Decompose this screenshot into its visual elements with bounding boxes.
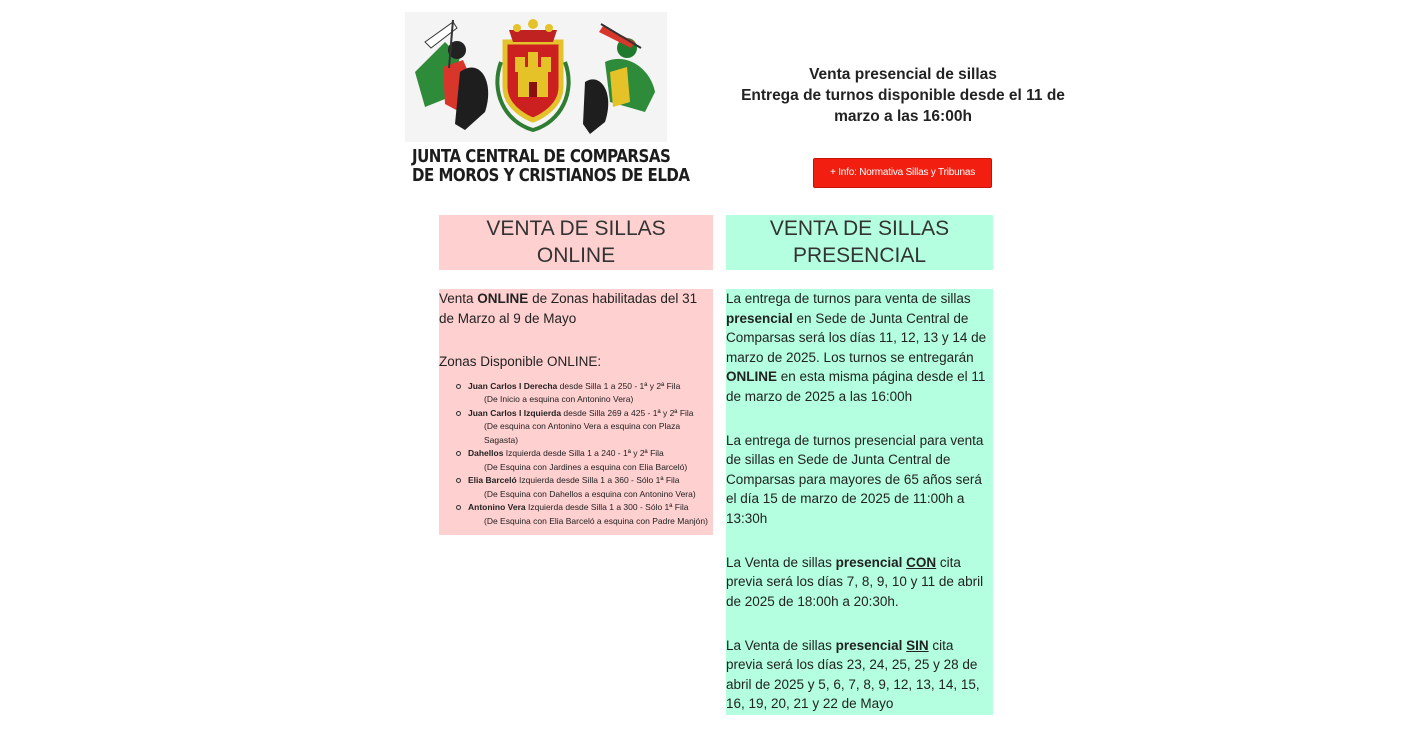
zone-detail: desde Silla 269 a 425 - 1ª y 2ª Fila: [561, 407, 694, 418]
p3-text-d: cita previa será los días 7, 8, 9, 10 y 11 de abril de 2025 de 18:00h a 20:30h.: [726, 554, 984, 609]
p1-bold-online: ONLINE: [726, 369, 778, 384]
info-normativa-button[interactable]: + Info: Normativa Sillas y Tribunas: [813, 158, 992, 188]
p1-text-c: en Sede de Junta Central de Comparsas será los días 11, 12, 13 y 14 de marzo de 2025. Los turnos se entregarán: [726, 310, 987, 365]
p4-bold-presencial: presencial: [835, 637, 903, 653]
presencial-paragraph-turnos: [726, 289, 993, 406]
zone-name: Juan Carlos I Izquierda: [468, 407, 562, 418]
zone-detail: Izquierda desde Silla 1 a 360 - Sólo 1ª Fila: [516, 475, 680, 485]
zone-name: Elia Barceló: [468, 475, 517, 485]
online-intro-pre: Venta: [439, 291, 478, 306]
zone-detail: Izquierda desde Silla 1 a 240 - 1ª y 2ª Fila: [503, 448, 664, 458]
announcement-line-2: Entrega de turnos disponible desde el 11 de: [741, 87, 1065, 104]
sales-announcement: [728, 64, 1078, 127]
presencial-sales-panel: [726, 289, 993, 715]
zone-detail: desde Silla 1 a 250 - 1ª y 2ª Fila: [557, 380, 681, 391]
announcement-line-3: marzo a las 16:00h: [834, 108, 972, 125]
logo-wordmark: [412, 147, 690, 186]
p3-text-a: La Venta de sillas: [726, 554, 836, 570]
online-sales-panel: [439, 289, 713, 535]
zone-subtext: (De Inicio a esquina con Antonino Vera): [484, 394, 634, 404]
p3-bold-presencial: presencial: [835, 554, 903, 570]
p4-bold-sin: SIN: [906, 637, 929, 653]
zone-subtext: (De Esquina con Jardines a esquina con Elia Barceló): [484, 461, 688, 472]
zone-name: Dahellos: [468, 448, 504, 458]
p3-bold-con: CON: [906, 554, 937, 570]
online-intro: [439, 289, 713, 328]
zone-name: Juan Carlos I Derecha: [468, 380, 558, 391]
p4-text-a: La Venta de sillas: [726, 637, 836, 653]
list-item: [468, 474, 713, 501]
list-item: [468, 447, 713, 474]
online-sales-heading: [439, 215, 713, 270]
announcement-line-1: Venta presencial de sillas: [809, 66, 997, 83]
zone-subtext: (De Esquina con Dahellos a esquina con Antonino Vera): [484, 488, 696, 499]
p1-text-e: en esta misma página desde el 11 de marzo de 2025 a las 16:00h: [726, 369, 986, 404]
presencial-paragraph-mayores: La entrega de turnos presencial para venta de sillas en Sede de Junta Central de Comparsas para mayores de 65 años será el día 15 de marzo de 2025 de 11:00h a 13:30h: [726, 432, 984, 526]
online-intro-bold: ONLINE: [477, 291, 529, 306]
logo-line-1: JUNTA CENTRAL DE COMPARSAS: [412, 147, 671, 167]
presencial-sales-heading: [726, 215, 993, 270]
presencial-heading-line-1: VENTA DE SILLAS: [769, 217, 950, 240]
p1-text-a: La entrega de turnos para venta de sillas: [726, 291, 971, 306]
list-item: [468, 407, 713, 448]
online-heading-line-1: VENTA DE SILLAS: [486, 217, 666, 240]
logo-line-2: DE MOROS Y CRISTIANOS DE ELDA: [412, 166, 690, 186]
zones-list: [439, 380, 713, 529]
zone-name: Antonino Vera: [468, 502, 526, 512]
zone-subtext: (De esquina con Antonino Vera a esquina con Plaza Sagasta): [484, 421, 681, 445]
presencial-paragraph-con-cita: [726, 553, 993, 612]
list-item: [468, 501, 713, 528]
presencial-heading-line-2: PRESENCIAL: [792, 244, 927, 267]
online-heading-line-2: ONLINE: [536, 244, 616, 267]
p1-bold-presencial: presencial: [726, 310, 793, 326]
zones-title: Zonas Disponible ONLINE:: [439, 354, 602, 369]
zone-detail: Izquierda desde Silla 1 a 300 - Sólo 1ª Fila: [525, 502, 689, 512]
coat-of-arms-emblem: [405, 12, 667, 142]
presencial-paragraph-sin-cita: [726, 636, 993, 714]
list-item: [468, 380, 713, 407]
junta-central-logo: [405, 12, 690, 192]
online-intro-post: de Zonas habilitadas del 31 de Marzo al 9 de Mayo: [439, 291, 698, 326]
zone-subtext: (De Esquina con Elia Barceló a esquina con Padre Manjón): [484, 515, 708, 526]
p4-text-d: cita previa será los días 23, 24, 25, 25 y 28 de abril de 2025 y 5, 6, 7, 8, 9, 12, 13, 14, 15, 16, 19, 20, 21 y 22 de Mayo: [726, 637, 980, 711]
